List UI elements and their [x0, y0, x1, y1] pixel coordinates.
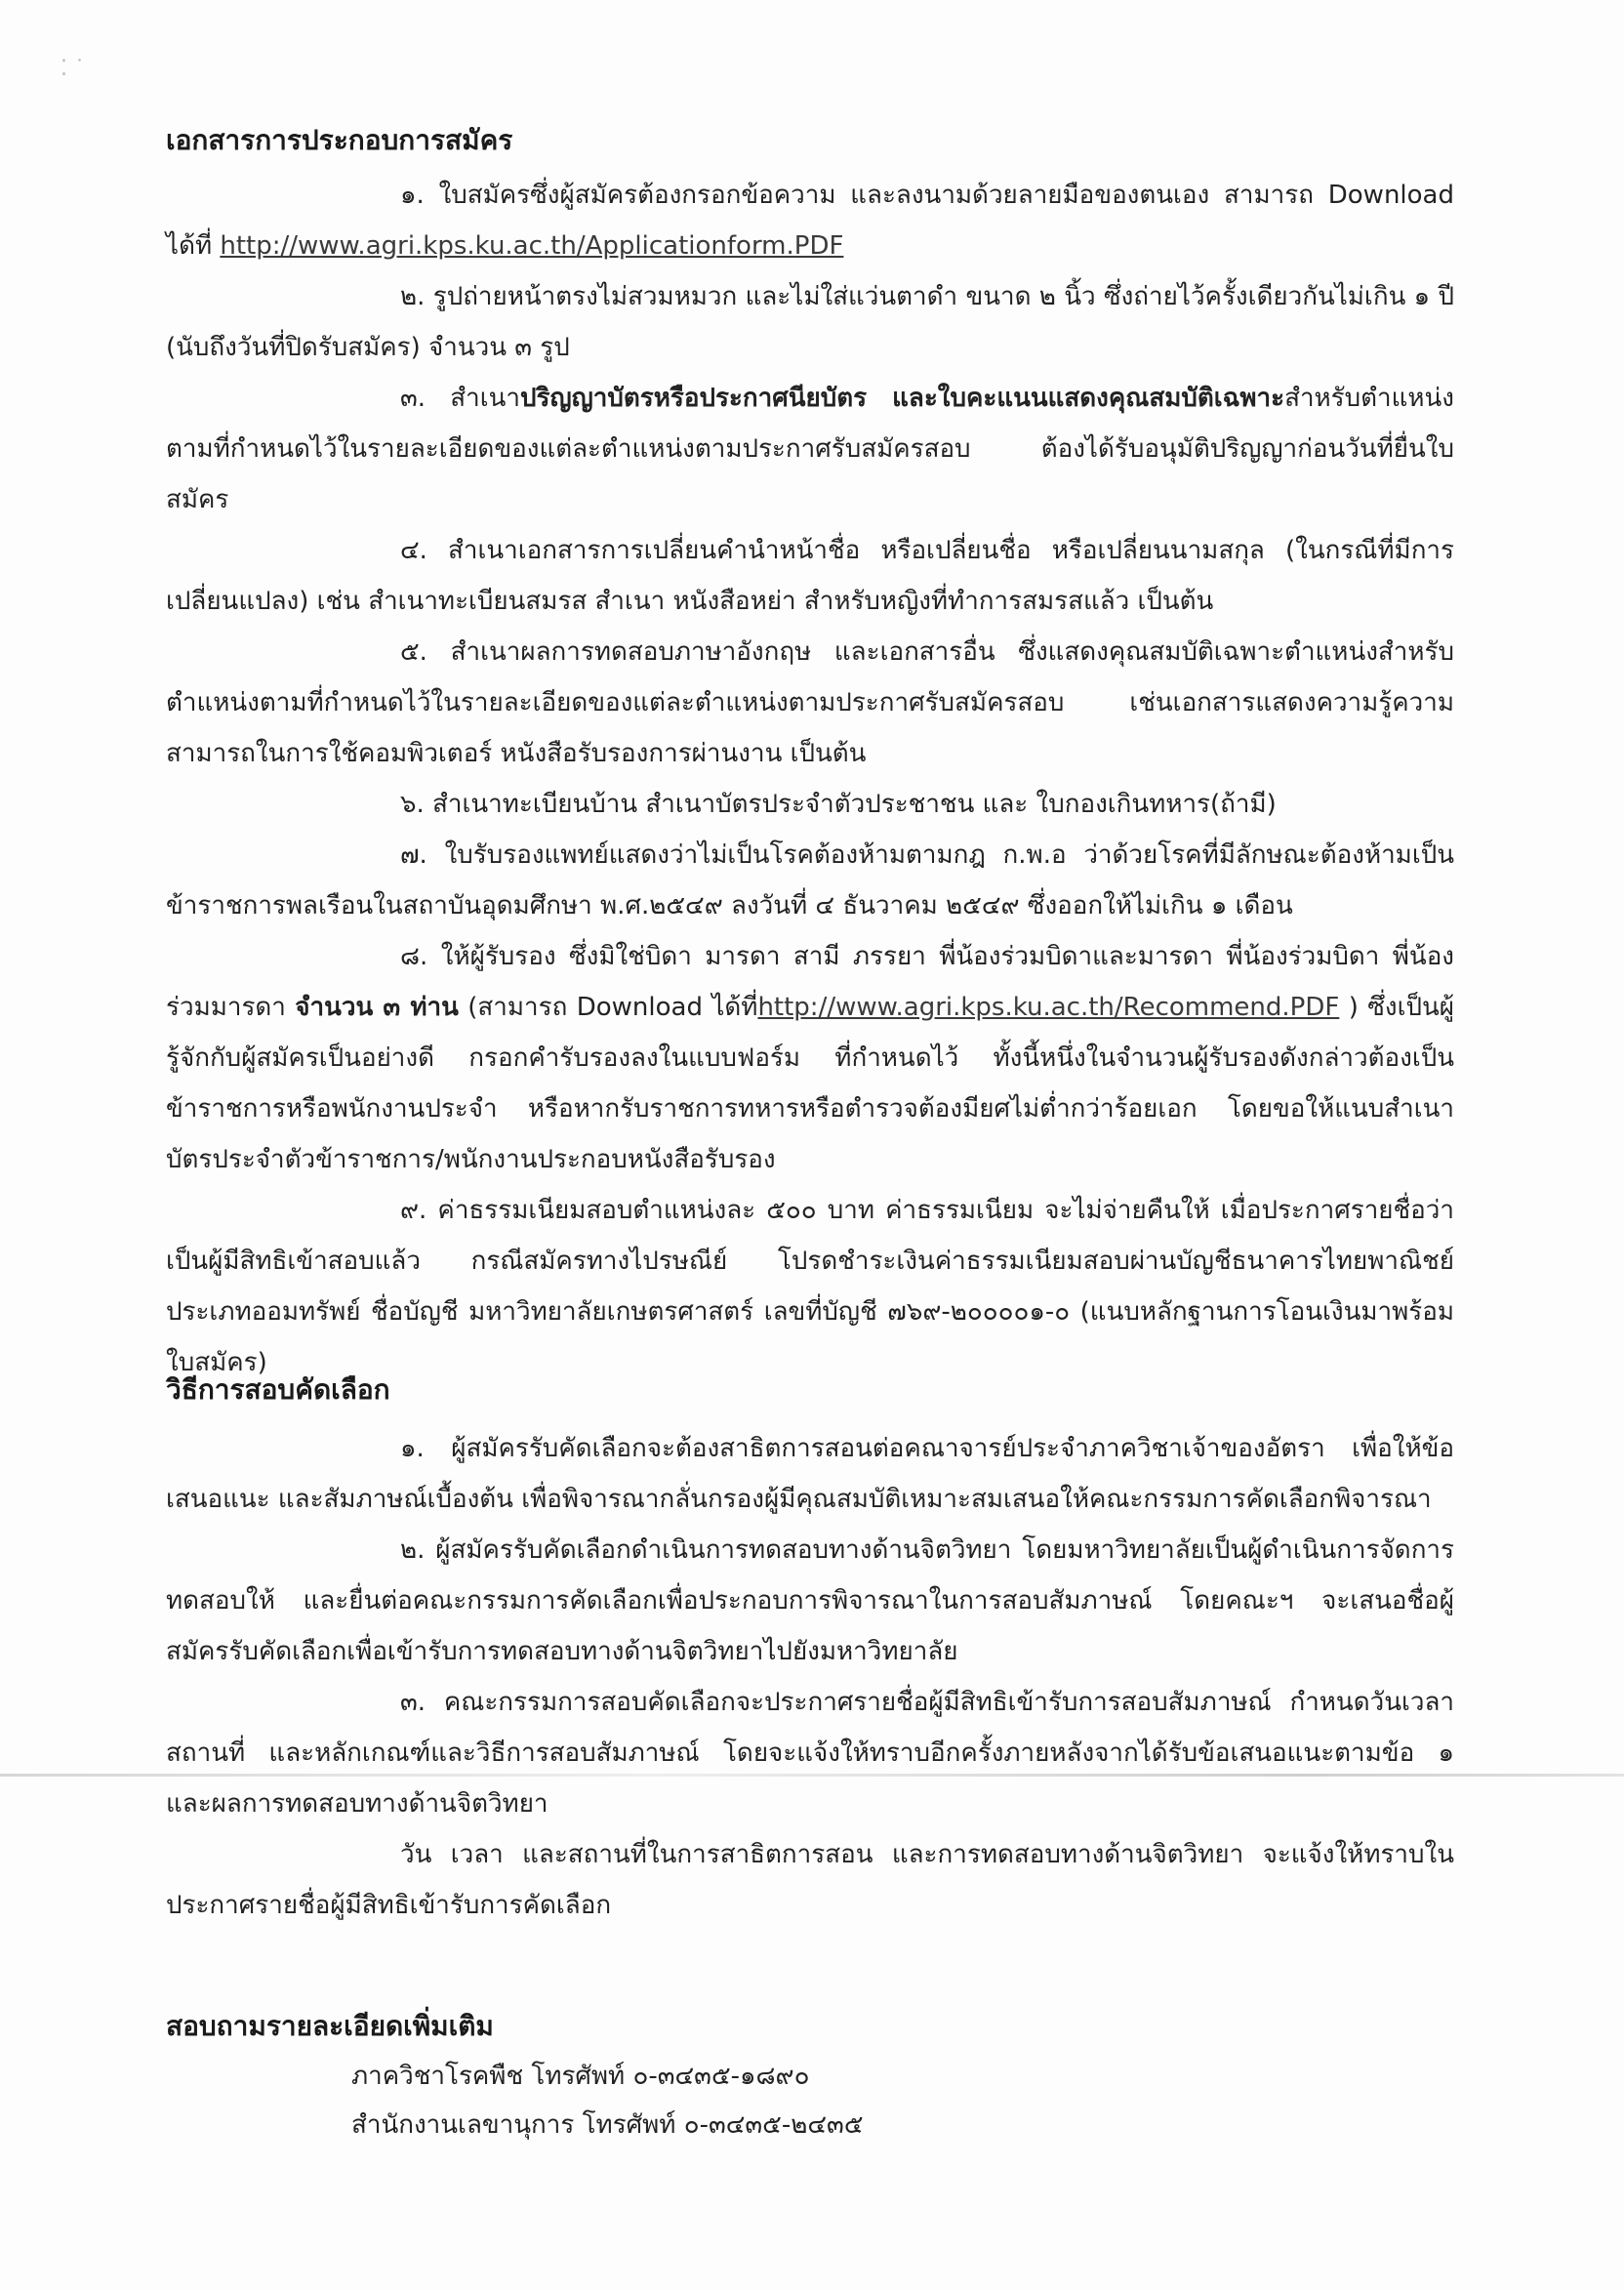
contact-line-secretary-office: สำนักงานเลขานุการ โทรศัพท์ ๐-๓๔๓๕-๒๔๓๕ — [351, 2110, 864, 2140]
selection-item-1: ๑. ผู้สมัครรับคัดเลือกจะต้องสาธิตการสอนต่อคณาจารย์ประจำภาควิชาเจ้าของอัตรา เพื่อให้ข้อเสนอแนะ และสัมภาษณ์เบื้องต้น เพื่อพิจารณากลั่นกรองผู้มีคุณสมบัติเหมาะสมเสนอให้คณะกรรมการคัดเลือกพิจารณา — [166, 1434, 1454, 1514]
doc-item-8-text-b: (สามารถ Download ได้ที่ — [458, 993, 758, 1022]
contact-section — [166, 2001, 1454, 2149]
documents-section — [166, 115, 1454, 1388]
doc-item-3-rest: สำหรับตำแหน่งตามที่กำหนดไว้ในรายละเอียดของแต่ละตำแหน่งตามประกาศรับสมัครสอบ ต้องได้รับอนุมัติปริญญาก่อนวันที่ยื่นใบสมัคร — [166, 384, 1455, 514]
doc-item-3-prefix: ๓. สำเนา — [400, 384, 521, 413]
doc-item-8-text-a: ๘. ให้ผู้รับรอง ซึ่งมิใช่บิดา มารดา สามี ภรรยา พี่น้องร่วมบิดาและมารดา พี่น้องร่วมบิดา พี่น้องร่วมมารดา — [166, 942, 1454, 1022]
scan-speck-mark: ⁚ ˙ — [61, 57, 85, 81]
selection-note: วัน เวลา และสถานที่ในการสาธิตการสอน และการทดสอบทางด้านจิตวิทยา จะแจ้งให้ทราบในประกาศรายชื่อผู้มีสิทธิเข้ารับการคัดเลือก — [166, 1840, 1454, 1920]
doc-item-8-bold: จำนวน ๓ ท่าน — [295, 993, 459, 1022]
selection-item-3: ๓. คณะกรรมการสอบคัดเลือกจะประกาศรายชื่อผู้มีสิทธิเข้ารับการสอบสัมภาษณ์ กำหนดวันเวลา สถานที่ และหลักเกณฑ์และวิธีการสอบสัมภาษณ์ โดยจะแจ้งให้ทราบอีกครั้งภายหลังจากได้รับข้อเสนอแนะตามข้อ ๑ และผลการทดสอบทางด้านจิตวิทยา — [166, 1688, 1454, 1819]
doc-item-8-text-c: ) ซึ่งเป็นผู้รู้จักกับผู้สมัครเป็นอย่างดี กรอกคำรับรองลงในแบบฟอร์ม ที่กำหนดไว้ ทั้งนี้หนึ่งในจำนวนผู้รับรองดังกล่าวต้องเป็นข้าราชการหรือพนักงานประจำ หรือหากรับราชการทหารหรือตำรวจต้องมียศไม่ต่ำกว่าร้อยเอก โดยขอให้แนบสำเนาบัตรประจำตัวข้าราชการ/พนักงานประกอบหนังสือรับรอง — [166, 993, 1454, 1174]
selection-section — [166, 1365, 1454, 1931]
doc-item-7: ๗. ใบรับรองแพทย์แสดงว่าไม่เป็นโรคต้องห้ามตามกฎ ก.พ.อ ว่าด้วยโรคที่มีลักษณะต้องห้ามเป็นข้าราชการพลเรือนในสถาบันอุดมศึกษา พ.ศ.๒๕๔๙ ลงวันที่ ๔ ธันวาคม ๒๕๔๙ ซึ่งออกให้ไม่เกิน ๑ เดือน — [166, 840, 1454, 920]
contact-line-plant-pathology: ภาควิชาโรคพืช โทรศัพท์ ๐-๓๔๓๕-๑๘๙๐ — [351, 2062, 810, 2091]
recommend-form-link[interactable]: http://www.agri.kps.ku.ac.th/Recommend.PDF — [757, 993, 1340, 1022]
doc-item-3 — [166, 373, 1454, 525]
selection-heading: วิธีการสอบคัดเลือก — [166, 1373, 390, 1406]
contact-heading: สอบถามรายละเอียดเพิ่มเติม — [166, 2010, 494, 2042]
application-form-link[interactable]: http://www.agri.kps.ku.ac.th/Applicationform.PDF — [220, 231, 844, 261]
doc-item-1 — [166, 170, 1454, 271]
scan-artifact-line — [0, 1774, 1624, 1777]
doc-item-8 — [166, 931, 1454, 1185]
doc-item-2: ๒. รูปถ่ายหน้าตรงไม่สวมหมวก และไม่ใส่แว่นตาดำ ขนาด ๒ นิ้ว ซึ่งถ่ายไว้ครั้งเดียวกันไม่เกิน ๑ ปี (นับถึงวันที่ปิดรับสมัคร) จำนวน ๓ รูป — [166, 282, 1454, 362]
doc-item-6: ๖. สำเนาทะเบียนบ้าน สำเนาบัตรประจำตัวประชาชน และ ใบกองเกินทหาร(ถ้ามี) — [400, 790, 1277, 819]
doc-item-1-text: ๑. ใบสมัครซึ่งผู้สมัครต้องกรอกข้อความ และลงนามด้วยลายมือของตนเอง สามารถ Download ได้ที่ — [166, 181, 1454, 261]
doc-item-3-bold: ปริญญาบัตรหรือประกาศนียบัตร และใบคะแนนแสดงคุณสมบัติเฉพาะ — [520, 384, 1285, 413]
documents-heading: เอกสารการประกอบการสมัคร — [166, 124, 513, 156]
selection-item-2: ๒. ผู้สมัครรับคัดเลือกดำเนินการทดสอบทางด้านจิตวิทยา โดยมหาวิทยาลัยเป็นผู้ดำเนินการจัดการทดสอบให้ และยื่นต่อคณะกรรมการคัดเลือกเพื่อประกอบการพิจารณาในการสอบสัมภาษณ์ โดยคณะฯ จะเสนอชื่อผู้สมัครรับคัดเลือกเพื่อเข้ารับการทดสอบทางด้านจิตวิทยาไปยังมหาวิทยาลัย — [166, 1535, 1454, 1666]
doc-item-4: ๔. สำเนาเอกสารการเปลี่ยนคำนำหน้าชื่อ หรือเปลี่ยนชื่อ หรือเปลี่ยนนามสกุล (ในกรณีที่มีการเปลี่ยนแปลง) เช่น สำเนาทะเบียนสมรส สำเนา หนังสือหย่า สำหรับหญิงที่ทำการสมรสแล้ว เป็นต้น — [166, 536, 1454, 616]
doc-item-5: ๕. สำเนาผลการทดสอบภาษาอังกฤษ และเอกสารอื่น ซึ่งแสดงคุณสมบัติเฉพาะตำแหน่งสำหรับตำแหน่งตามที่กำหนดไว้ในรายละเอียดของแต่ละตำแหน่งตามประกาศรับสมัครสอบ เช่นเอกสารแสดงความรู้ความสามารถในการใช้คอมพิวเตอร์ หนังสือรับรองการผ่านงาน เป็นต้น — [166, 637, 1454, 768]
doc-item-9: ๙. ค่าธรรมเนียมสอบตำแหน่งละ ๕๐๐ บาท ค่าธรรมเนียม จะไม่จ่ายคืนให้ เมื่อประกาศรายชื่อว่าเป็นผู้มีสิทธิเข้าสอบแล้ว กรณีสมัครทางไปรษณีย์ โปรดชำระเงินค่าธรรมเนียมสอบผ่านบัญชีธนาคารไทยพาณิชย์ ประเภทออมทรัพย์ ชื่อบัญชี มหาวิทยาลัยเกษตรศาสตร์ เลขที่บัญชี ๗๖๙-๒๐๐๐๐๑-๐ (แนบหลักฐานการโอนเงินมาพร้อมใบสมัคร) — [166, 1196, 1454, 1377]
